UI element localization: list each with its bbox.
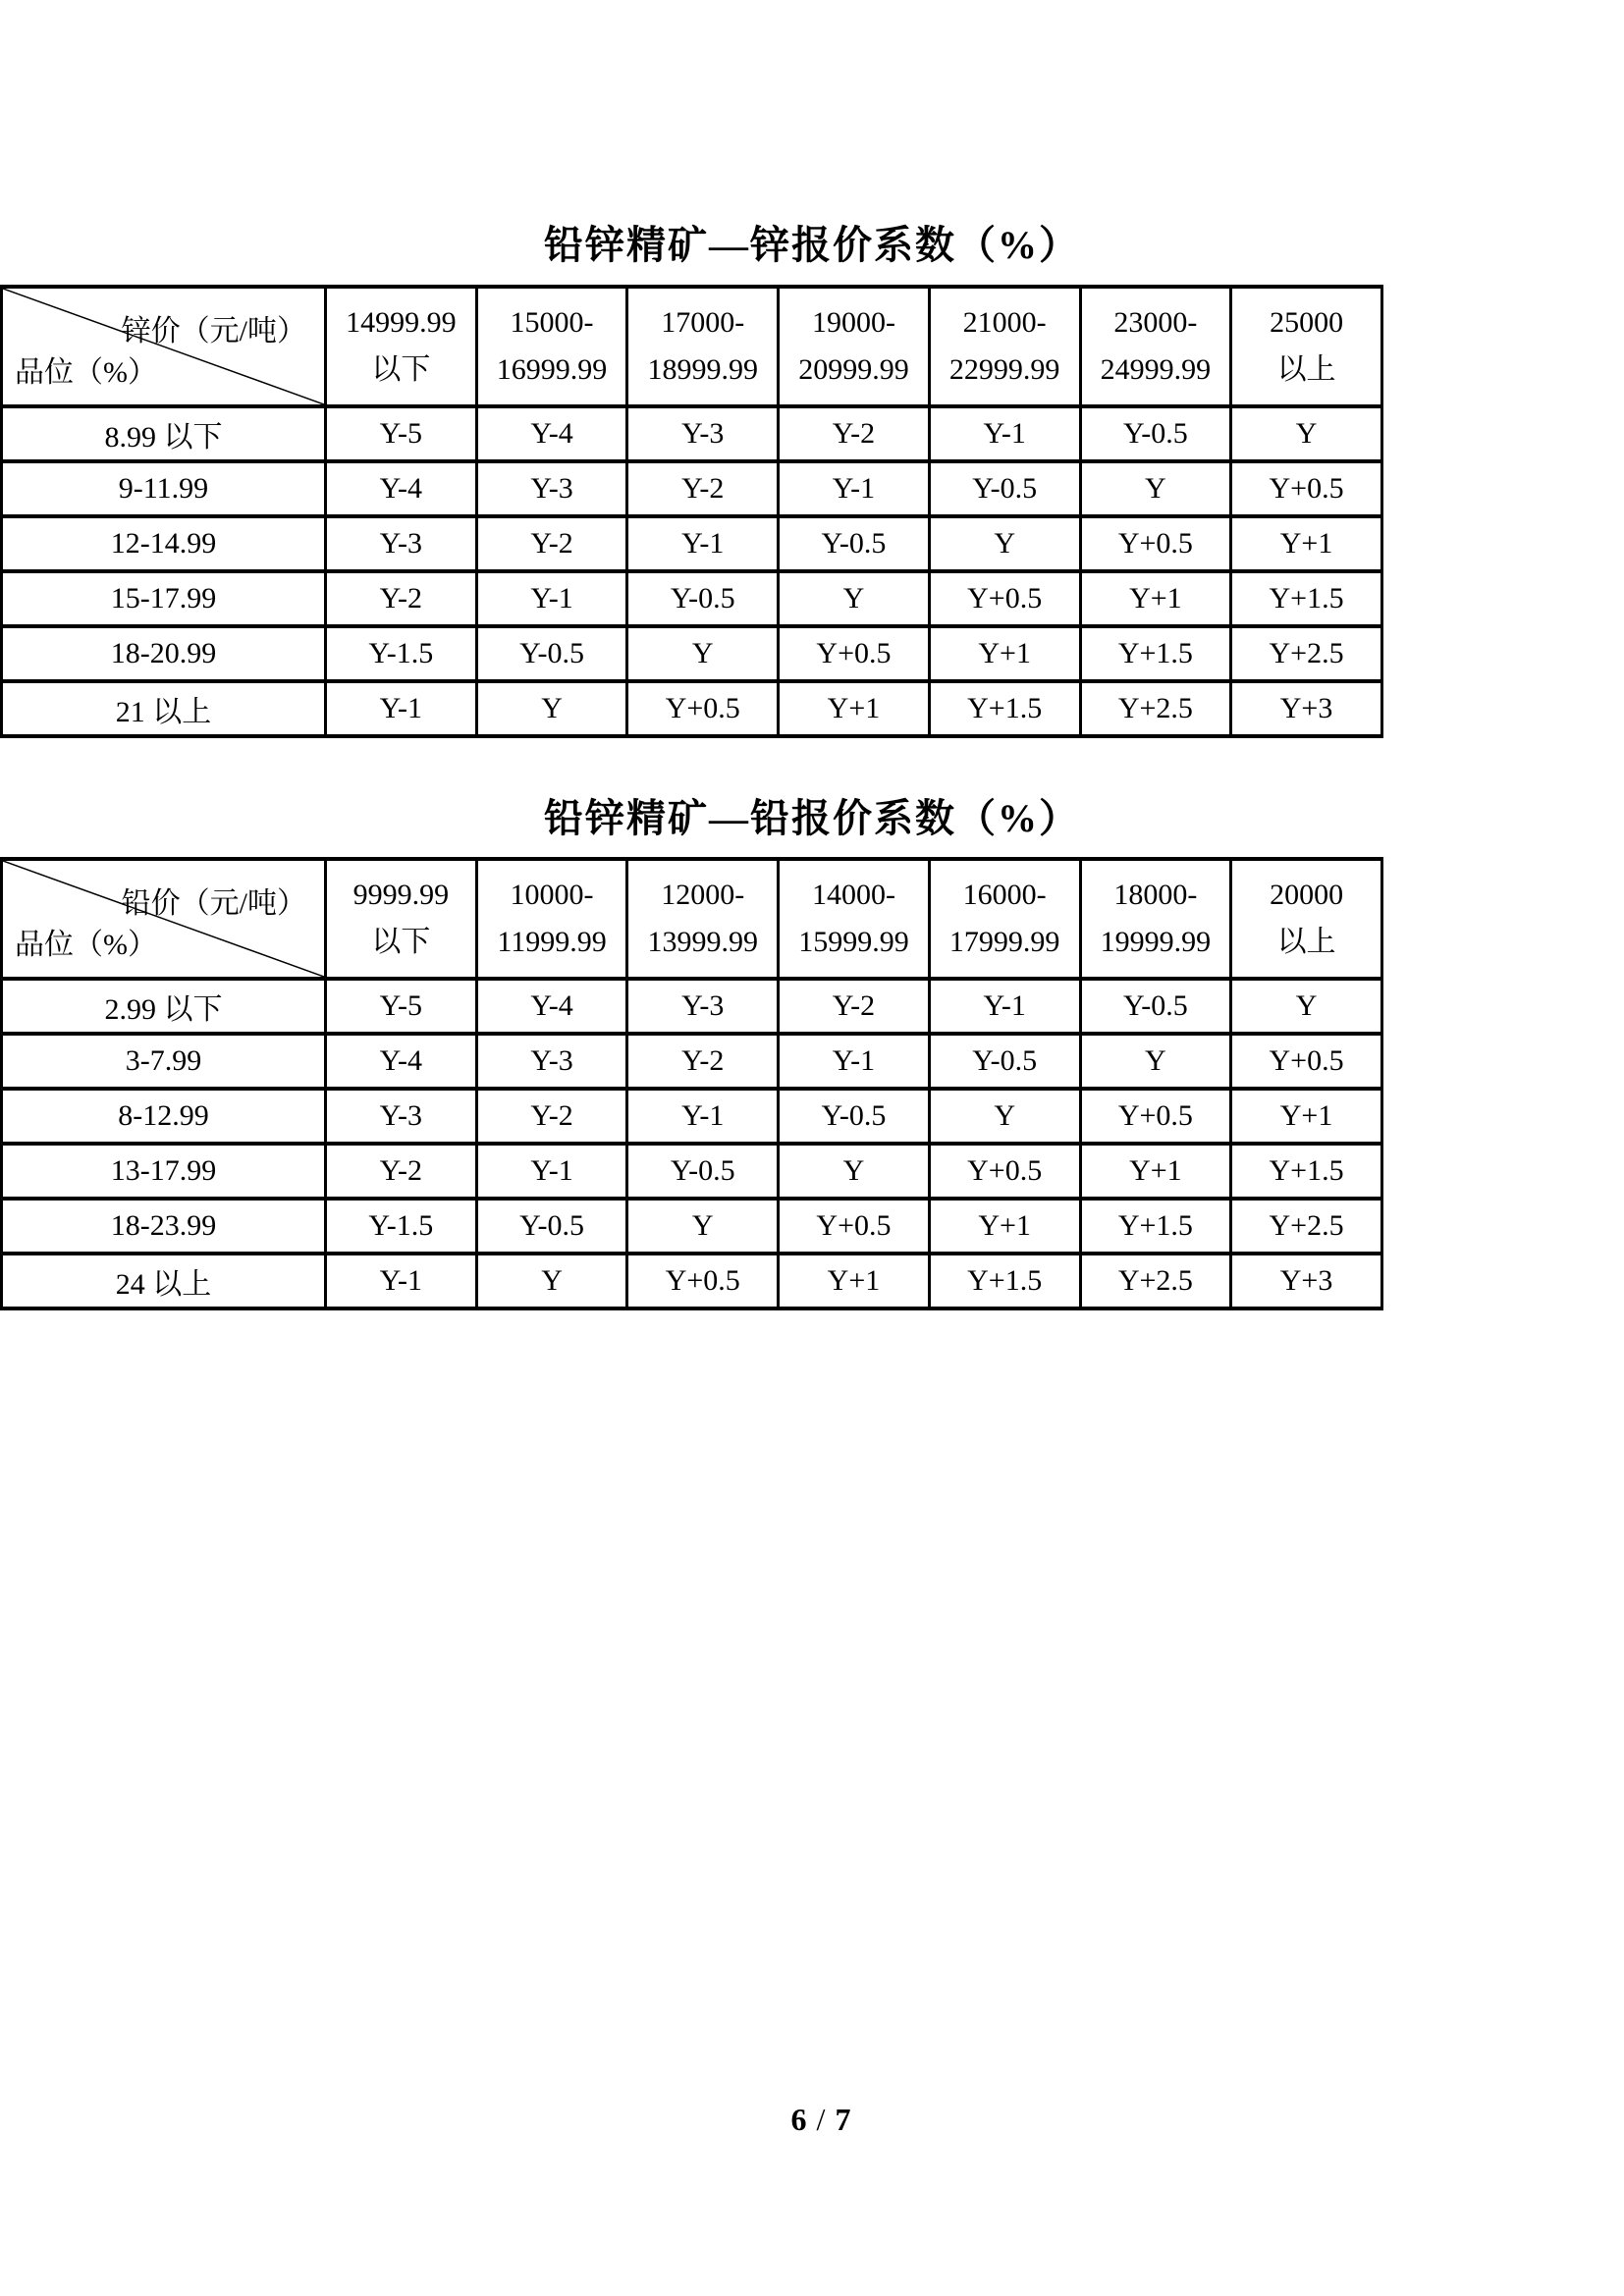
grade-range-cell: 15-17.99 <box>2 571 326 626</box>
coefficient-value-cell: Y-2 <box>627 1034 779 1089</box>
price-range-header-cell: 19000- 20999.99 <box>779 287 930 406</box>
price-range-header-cell: 16000- 17999.99 <box>929 859 1080 979</box>
coefficient-value-cell: Y-1 <box>779 461 930 516</box>
coefficient-value-cell: Y-2 <box>476 516 627 571</box>
coefficient-value-cell: Y+2.5 <box>1231 1199 1382 1254</box>
price-range-header-cell: 9999.99 以下 <box>326 859 477 979</box>
coefficient-value-cell: Y+1.5 <box>1080 1199 1231 1254</box>
table-row <box>2 1089 1382 1144</box>
grade-range-cell: 18-20.99 <box>2 626 326 681</box>
price-range-header-cell: 12000- 13999.99 <box>627 859 779 979</box>
coefficient-value-cell: Y-0.5 <box>1080 406 1231 461</box>
coefficient-value-cell: Y-0.5 <box>779 1089 930 1144</box>
table-row <box>2 681 1382 736</box>
corner-header-cell <box>2 859 326 979</box>
price-range-header-cell: 20000 以上 <box>1231 859 1382 979</box>
price-range-header-cell: 14000- 15999.99 <box>779 859 930 979</box>
coefficient-value-cell: Y-0.5 <box>929 461 1080 516</box>
coefficient-value-cell: Y+0.5 <box>1231 1034 1382 1089</box>
coefficient-value-cell: Y+1 <box>929 626 1080 681</box>
corner-header-cell <box>2 287 326 406</box>
coefficient-value-cell: Y+1 <box>929 1199 1080 1254</box>
lead-coefficient-table <box>0 857 1383 1310</box>
coefficient-value-cell: Y-1.5 <box>326 1199 477 1254</box>
coefficient-value-cell: Y-2 <box>476 1089 627 1144</box>
coefficient-value-cell: Y <box>779 571 930 626</box>
table-row <box>2 406 1382 461</box>
corner-price-label: 锌价（元/吨） <box>121 315 306 347</box>
coefficient-value-cell: Y-4 <box>476 406 627 461</box>
grade-range-cell: 12-14.99 <box>2 516 326 571</box>
price-range-header-cell: 15000- 16999.99 <box>476 287 627 406</box>
coefficient-value-cell: Y-3 <box>476 1034 627 1089</box>
coefficient-value-cell: Y-5 <box>326 979 477 1034</box>
coefficient-value-cell: Y+2.5 <box>1080 1254 1231 1308</box>
coefficient-value-cell: Y <box>929 516 1080 571</box>
coefficient-value-cell: Y-3 <box>326 516 477 571</box>
table-row <box>2 1034 1382 1089</box>
coefficient-value-cell: Y-2 <box>326 1144 477 1199</box>
price-range-header-cell: 23000- 24999.99 <box>1080 287 1231 406</box>
coefficient-value-cell: Y+1 <box>779 1254 930 1308</box>
coefficient-value-cell: Y+0.5 <box>779 1199 930 1254</box>
grade-range-cell: 13-17.99 <box>2 1144 326 1199</box>
table-row <box>2 571 1382 626</box>
coefficient-value-cell: Y+1 <box>779 681 930 736</box>
coefficient-value-cell: Y+0.5 <box>1080 1089 1231 1144</box>
coefficient-value-cell: Y <box>476 681 627 736</box>
coefficient-value-cell: Y <box>627 626 779 681</box>
coefficient-value-cell: Y+1.5 <box>1231 571 1382 626</box>
coefficient-value-cell: Y+0.5 <box>627 681 779 736</box>
coefficient-value-cell: Y <box>1231 979 1382 1034</box>
grade-range-cell: 8-12.99 <box>2 1089 326 1144</box>
table-header-row <box>2 287 1382 406</box>
coefficient-value-cell: Y <box>627 1199 779 1254</box>
coefficient-value-cell: Y-1 <box>326 681 477 736</box>
coefficient-value-cell: Y <box>476 1254 627 1308</box>
coefficient-value-cell: Y+3 <box>1231 681 1382 736</box>
table-row <box>2 1199 1382 1254</box>
coefficient-value-cell: Y-5 <box>326 406 477 461</box>
zinc-coefficient-table <box>0 285 1383 738</box>
coefficient-value-cell: Y+0.5 <box>1080 516 1231 571</box>
coefficient-value-cell: Y-1 <box>929 979 1080 1034</box>
coefficient-value-cell: Y-3 <box>476 461 627 516</box>
zinc-table-title: 铅锌精矿—锌报价系数（%） <box>544 223 1080 267</box>
coefficient-value-cell: Y+1 <box>1080 571 1231 626</box>
coefficient-value-cell: Y+3 <box>1231 1254 1382 1308</box>
price-range-header-cell: 25000 以上 <box>1231 287 1382 406</box>
coefficient-value-cell: Y+2.5 <box>1080 681 1231 736</box>
corner-grade-label: 品位（%） <box>15 356 157 389</box>
coefficient-value-cell: Y+1 <box>1080 1144 1231 1199</box>
price-range-header-cell: 21000- 22999.99 <box>929 287 1080 406</box>
corner-grade-label: 品位（%） <box>15 929 157 961</box>
price-range-header-cell: 17000- 18999.99 <box>627 287 779 406</box>
coefficient-value-cell: Y+0.5 <box>929 1144 1080 1199</box>
grade-range-cell: 3-7.99 <box>2 1034 326 1089</box>
table-row <box>2 979 1382 1034</box>
table-row <box>2 461 1382 516</box>
coefficient-value-cell: Y+1 <box>1231 516 1382 571</box>
coefficient-value-cell: Y <box>1080 1034 1231 1089</box>
coefficient-value-cell: Y-1.5 <box>326 626 477 681</box>
coefficient-value-cell: Y+0.5 <box>627 1254 779 1308</box>
grade-range-cell: 24 以上 <box>2 1254 326 1308</box>
coefficient-value-cell: Y-1 <box>627 1089 779 1144</box>
table-row <box>2 1254 1382 1308</box>
lead-table-title: 铅锌精矿—铅报价系数（%） <box>544 796 1080 840</box>
coefficient-value-cell: Y+1.5 <box>929 1254 1080 1308</box>
coefficient-value-cell: Y+0.5 <box>929 571 1080 626</box>
coefficient-value-cell: Y-1 <box>929 406 1080 461</box>
table-header-row <box>2 859 1382 979</box>
table-row <box>2 1144 1382 1199</box>
coefficient-value-cell: Y-1 <box>627 516 779 571</box>
page-number-current: 6 <box>790 2102 807 2137</box>
coefficient-value-cell: Y-0.5 <box>476 626 627 681</box>
coefficient-value-cell: Y+1 <box>1231 1089 1382 1144</box>
page-number-separator: / <box>816 2102 826 2137</box>
coefficient-value-cell: Y-4 <box>326 1034 477 1089</box>
coefficient-value-cell: Y+2.5 <box>1231 626 1382 681</box>
coefficient-value-cell: Y <box>1080 461 1231 516</box>
price-range-header-cell: 18000- 19999.99 <box>1080 859 1231 979</box>
grade-range-cell: 8.99 以下 <box>2 406 326 461</box>
page-number-total: 7 <box>835 2102 851 2137</box>
grade-range-cell: 2.99 以下 <box>2 979 326 1034</box>
coefficient-value-cell: Y <box>1231 406 1382 461</box>
coefficient-value-cell: Y-1 <box>779 1034 930 1089</box>
page-number <box>131 2101 1511 2138</box>
coefficient-value-cell: Y-3 <box>627 406 779 461</box>
coefficient-value-cell: Y <box>929 1089 1080 1144</box>
coefficient-value-cell: Y-0.5 <box>627 1144 779 1199</box>
coefficient-value-cell: Y-1 <box>326 1254 477 1308</box>
grade-range-cell: 18-23.99 <box>2 1199 326 1254</box>
coefficient-value-cell: Y-3 <box>326 1089 477 1144</box>
coefficient-value-cell: Y+1.5 <box>929 681 1080 736</box>
corner-price-label: 铅价（元/吨） <box>121 887 306 920</box>
coefficient-value-cell: Y-1 <box>476 571 627 626</box>
table-row <box>2 626 1382 681</box>
coefficient-value-cell: Y-1 <box>476 1144 627 1199</box>
coefficient-value-cell: Y-4 <box>326 461 477 516</box>
coefficient-value-cell: Y+1.5 <box>1231 1144 1382 1199</box>
coefficient-value-cell: Y+0.5 <box>1231 461 1382 516</box>
coefficient-value-cell: Y-2 <box>779 406 930 461</box>
table-row <box>2 516 1382 571</box>
coefficient-value-cell: Y-2 <box>627 461 779 516</box>
coefficient-value-cell: Y-3 <box>627 979 779 1034</box>
grade-range-cell: 9-11.99 <box>2 461 326 516</box>
coefficient-value-cell: Y-2 <box>779 979 930 1034</box>
coefficient-value-cell: Y-4 <box>476 979 627 1034</box>
coefficient-value-cell: Y+1.5 <box>1080 626 1231 681</box>
coefficient-value-cell: Y-2 <box>326 571 477 626</box>
coefficient-value-cell: Y-0.5 <box>779 516 930 571</box>
grade-range-cell: 21 以上 <box>2 681 326 736</box>
coefficient-value-cell: Y-0.5 <box>1080 979 1231 1034</box>
coefficient-value-cell: Y-0.5 <box>476 1199 627 1254</box>
coefficient-value-cell: Y-0.5 <box>627 571 779 626</box>
coefficient-value-cell: Y <box>779 1144 930 1199</box>
price-range-header-cell: 10000- 11999.99 <box>476 859 627 979</box>
price-range-header-cell: 14999.99 以下 <box>326 287 477 406</box>
coefficient-value-cell: Y-0.5 <box>929 1034 1080 1089</box>
coefficient-value-cell: Y+0.5 <box>779 626 930 681</box>
